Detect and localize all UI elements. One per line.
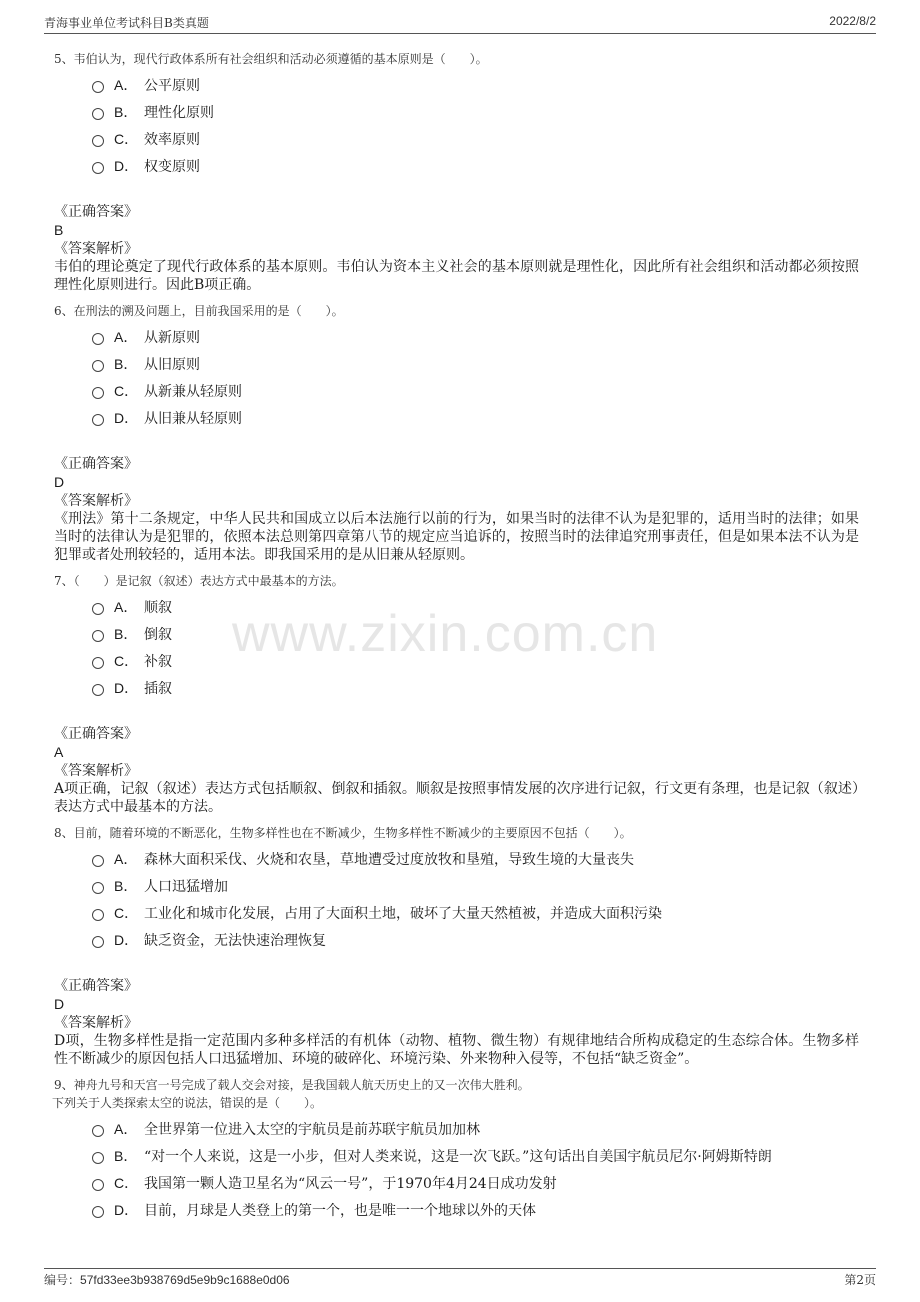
option-a[interactable]	[92, 846, 859, 873]
option-letter: A．	[114, 77, 138, 93]
radio-icon[interactable]	[92, 162, 104, 174]
option-c[interactable]	[92, 1170, 859, 1197]
analysis-text: 《刑法》第十二条规定，中华人民共和国成立以后本法施行以前的行为，如果当时的法律不认为是犯罪的，适用当时的法律；如果当时的法律认为是犯罪的，依照本法总则第四章第八节的规定应当追诉的，按照当时的法律追究刑事责任，但是如果本法不认为是犯罪或者处刑较轻的，适用本法。即我国采用的是从旧兼从轻原则。	[54, 511, 859, 563]
option-text: 倒叙	[144, 627, 172, 643]
option-letter: C．	[114, 653, 139, 669]
option-c[interactable]	[92, 900, 859, 927]
question-7	[54, 572, 859, 816]
radio-icon[interactable]	[92, 909, 104, 921]
analysis-label: 《答案解析》	[54, 1015, 138, 1031]
option-text: 从新兼从轻原则	[144, 384, 242, 400]
option-text: 从旧兼从轻原则	[144, 411, 242, 427]
correct-answer-label: 《正确答案》	[54, 726, 138, 742]
option-b[interactable]	[92, 621, 859, 648]
option-list	[92, 846, 859, 954]
option-a[interactable]	[92, 1116, 859, 1143]
analysis-text: D项，生物多样性是指一定范围内多种多样活的有机体（动物、植物、微生物）有规律地结合所构成稳定的生态综合体。生物多样性不断减少的原因包括人口迅猛增加、环境的破碎化、环境污染、外来物种入侵等，不包括“缺乏资金”。	[54, 1033, 859, 1067]
option-c[interactable]	[92, 126, 859, 153]
correct-answer: D	[54, 474, 65, 490]
correct-answer-label: 《正确答案》	[54, 456, 138, 472]
option-letter: A．	[114, 329, 138, 345]
option-b[interactable]	[92, 351, 859, 378]
option-letter: C．	[114, 1175, 139, 1191]
option-text: 工业化和城市化发展，占用了大面积土地，破坏了大量天然植被，并造成大面积污染	[144, 906, 662, 922]
page-header	[44, 14, 876, 34]
option-d[interactable]	[92, 405, 859, 432]
radio-icon[interactable]	[92, 81, 104, 93]
option-text: 全世界第一位进入太空的宇航员是前苏联宇航员加加林	[144, 1122, 480, 1138]
correct-answer-label: 《正确答案》	[54, 204, 138, 220]
question-5	[54, 50, 859, 294]
radio-icon[interactable]	[92, 333, 104, 345]
option-letter: D．	[114, 1202, 139, 1218]
option-text: 权变原则	[144, 159, 200, 175]
analysis-label: 《答案解析》	[54, 241, 138, 257]
radio-icon[interactable]	[92, 1179, 104, 1191]
analysis-text: A项正确，记叙（叙述）表达方式包括顺叙、倒叙和插叙。顺叙是按照事情发展的次序进行记叙，行文更有条理，也是记叙（叙述）表达方式中最基本的方法。	[54, 781, 859, 815]
option-letter: A．	[114, 1121, 138, 1137]
radio-icon[interactable]	[92, 1206, 104, 1218]
question-title: 6、在刑法的溯及问题上，目前我国采用的是（ ）。	[54, 304, 344, 318]
option-d[interactable]	[92, 1197, 859, 1224]
option-letter: C．	[114, 383, 139, 399]
analysis-label: 《答案解析》	[54, 493, 138, 509]
option-b[interactable]	[92, 873, 859, 900]
question-subtitle: 下列关于人类探索太空的说法，错误的是（ ）。	[52, 1096, 323, 1110]
option-b[interactable]	[92, 99, 859, 126]
option-letter: B．	[114, 104, 138, 120]
watermark: www.zixin.com.cn	[232, 605, 659, 663]
option-a[interactable]	[92, 72, 859, 99]
correct-answer-label: 《正确答案》	[54, 978, 138, 994]
radio-icon[interactable]	[92, 1152, 104, 1164]
option-text: 目前，月球是人类登上的第一个，也是唯一一个地球以外的天体	[144, 1203, 536, 1219]
option-text: 插叙	[144, 681, 172, 697]
code-label: 编号：	[44, 1273, 81, 1287]
option-text: “对一个人来说，这是一小步，但对人类来说，这是一次飞跃。”这句话出自美国宇航员尼尔·阿姆斯特朗	[144, 1149, 772, 1165]
radio-icon[interactable]	[92, 1125, 104, 1137]
document-code	[44, 1271, 290, 1288]
question-title: 9、神舟九号和天宫一号完成了载人交会对接，是我国载人航天历史上的又一次伟大胜利。	[54, 1078, 530, 1092]
question-6	[54, 302, 859, 564]
analysis-label: 《答案解析》	[54, 763, 138, 779]
option-letter: D．	[114, 932, 139, 948]
option-a[interactable]	[92, 324, 859, 351]
option-list	[92, 594, 859, 702]
header-date: 2022/8/2	[829, 14, 876, 28]
question-title: 8、目前，随着环境的不断恶化，生物多样性也在不断减少，生物多样性不断减少的主要原因不包括（ ）。	[54, 826, 632, 840]
question-title: 5、韦伯认为，现代行政体系所有社会组织和活动必须遵循的基本原则是（ ）。	[54, 52, 488, 66]
option-d[interactable]	[92, 927, 859, 954]
option-text: 顺叙	[144, 600, 172, 616]
option-letter: D．	[114, 158, 139, 174]
radio-icon[interactable]	[92, 882, 104, 894]
analysis-text: 韦伯的理论奠定了现代行政体系的基本原则。韦伯认为资本主义社会的基本原则就是理性化，因此所有社会组织和活动都必须按照理性化原则进行。因此B项正确。	[54, 259, 859, 293]
option-letter: C．	[114, 131, 139, 147]
option-c[interactable]	[92, 378, 859, 405]
option-text: 理性化原则	[144, 105, 214, 121]
option-b[interactable]	[92, 1143, 859, 1170]
radio-icon[interactable]	[92, 360, 104, 372]
question-title: 7、（ ）是记叙（叙述）表达方式中最基本的方法。	[54, 574, 344, 588]
radio-icon[interactable]	[92, 387, 104, 399]
option-text: 效率原则	[144, 132, 200, 148]
code-value: 57fd33ee3b938769d5e9b9c1688e0d06	[80, 1273, 290, 1287]
option-d[interactable]	[92, 675, 859, 702]
radio-icon[interactable]	[92, 936, 104, 948]
question-9	[54, 1076, 859, 1224]
option-c[interactable]	[92, 648, 859, 675]
option-letter: C．	[114, 905, 139, 921]
option-letter: B．	[114, 356, 138, 372]
radio-icon[interactable]	[92, 855, 104, 867]
option-list	[92, 72, 859, 180]
radio-icon[interactable]	[92, 657, 104, 669]
option-letter: D．	[114, 680, 139, 696]
footer-divider	[44, 1268, 876, 1269]
option-letter: B．	[114, 1148, 138, 1164]
radio-icon[interactable]	[92, 603, 104, 615]
radio-icon[interactable]	[92, 414, 104, 426]
option-letter: A．	[114, 599, 138, 615]
option-text: 公平原则	[144, 78, 200, 94]
option-letter: B．	[114, 626, 138, 642]
option-text: 人口迅猛增加	[144, 879, 228, 895]
document-title: 青海事业单位考试科目B类真题	[44, 16, 209, 30]
page-number: 第2页	[844, 1273, 876, 1287]
header-divider	[44, 33, 876, 34]
option-text: 缺乏资金，无法快速治理恢复	[144, 933, 326, 949]
option-text: 补叙	[144, 654, 172, 670]
correct-answer: A	[54, 744, 64, 760]
option-a[interactable]	[92, 594, 859, 621]
option-text: 我国第一颗人造卫星名为“风云一号”，于1970年4月24日成功发射	[144, 1176, 557, 1192]
option-list	[92, 324, 859, 432]
option-text: 森林大面积采伐、火烧和农垦，草地遭受过度放牧和垦殖，导致生境的大量丧失	[144, 852, 634, 868]
radio-icon[interactable]	[92, 108, 104, 120]
radio-icon[interactable]	[92, 135, 104, 147]
correct-answer: D	[54, 996, 65, 1012]
question-8	[54, 824, 859, 1068]
option-text: 从旧原则	[144, 357, 200, 373]
option-text: 从新原则	[144, 330, 200, 346]
radio-icon[interactable]	[92, 684, 104, 696]
option-letter: B．	[114, 878, 138, 894]
option-letter: A．	[114, 851, 138, 867]
correct-answer: B	[54, 222, 64, 238]
option-letter: D．	[114, 410, 139, 426]
option-d[interactable]	[92, 153, 859, 180]
option-list	[92, 1116, 859, 1224]
radio-icon[interactable]	[92, 630, 104, 642]
